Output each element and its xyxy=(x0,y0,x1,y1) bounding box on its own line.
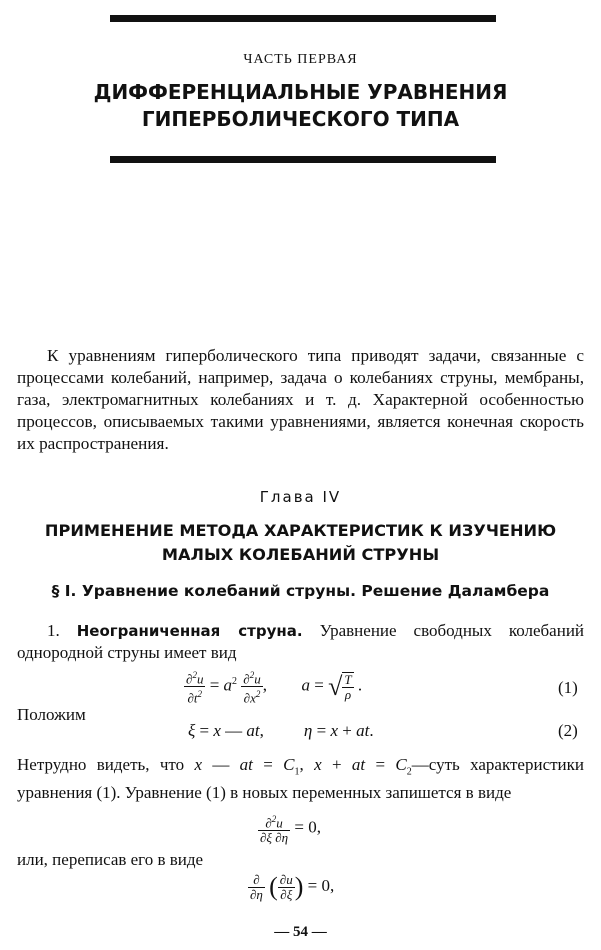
polozhim-label: Положим xyxy=(17,705,86,724)
chapter-label: Глава IV xyxy=(259,488,342,506)
bottom-rule xyxy=(110,156,496,163)
eq2-number: (2) xyxy=(558,721,578,740)
page-number: — 54 — xyxy=(274,924,327,940)
paragraph-2: Нетрудно видеть, что x — at = $C_1$, x + at = $C_2—суть$ характеристики уравнения (1). Уравнение (1) в новых переменных запишется в виде xyxy=(17,755,585,803)
part-title-line2: ГИПЕРБОЛИЧЕСКОГО ТИПА xyxy=(141,107,460,131)
intro-paragraph xyxy=(17,345,584,455)
para1-bold: Неограниченная струна. xyxy=(76,622,303,640)
top-rule xyxy=(110,15,496,22)
section-title: § I. Уравнение колебаний струны. Решение Даламбера xyxy=(51,582,550,600)
chapter-title-line1: ПРИМЕНЕНИЕ МЕТОДА ХАРАКТЕРИСТИК К ИЗУЧЕНИЮ xyxy=(44,521,557,540)
equation-3: $\frac{\partial^2u}{\partial\xi \partial\eta}$ = 0, xyxy=(260,814,321,846)
para2-text-a: Нетрудно видеть, что xyxy=(17,755,185,774)
equation-2: ξ = x — at, η = x + at. xyxy=(188,721,374,740)
para1-text: Уравнение свободных колебаний однородной струны имеет вид xyxy=(17,621,585,662)
equation-4: $\frac{\partial}{\partial\eta}$ ( $\frac{\partial u}{\partial\xi}$ ) = 0, xyxy=(250,871,335,902)
eq1-number: (1) xyxy=(558,678,578,697)
para1-number: 1. xyxy=(47,621,60,640)
part-label: ЧАСТЬ ПЕРВАЯ xyxy=(243,52,358,67)
para2-text-b: —суть характеристики уравнения (1). Уравнение (1) в новых переменных запишется в виде xyxy=(17,755,585,803)
paragraph-3: или, переписав его в виде xyxy=(17,850,204,869)
chapter-title-line2: МАЛЫХ КОЛЕБАНИЙ СТРУНЫ xyxy=(161,545,440,564)
intro-text: К уравнениям гиперболического типа приводят задачи, связанные с процессами колебаний, например, задача о колебаниях струны, мембраны, газа, электромагнитных колебаниях и т. д. Характерной особенностью процессов, описываемых такими уравнениями, является конечная скорость их распространения. xyxy=(17,346,584,453)
equation-1: $\frac{\partial^2u}{\partial t^2}$ = $a^2$ $\frac{\partial^2u}{\partial x^2}$ , a = √ $\frac{T}{\rho}$ . xyxy=(186,670,363,706)
part-title-line1: ДИФФЕРЕНЦИАЛЬНЫЕ УРАВНЕНИЯ xyxy=(93,80,508,104)
paragraph-1 xyxy=(17,620,584,663)
